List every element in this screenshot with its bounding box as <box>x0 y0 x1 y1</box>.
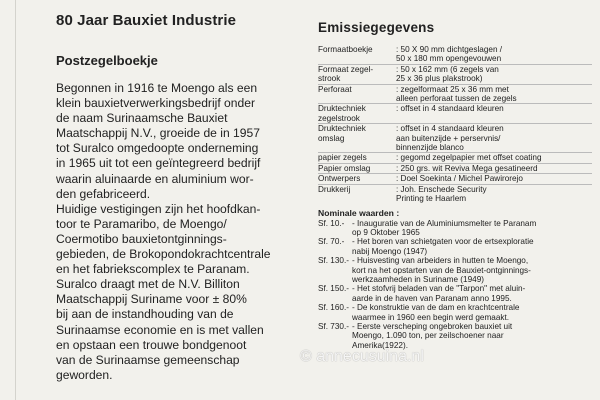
nominale-text: nabij Moengo (1947) <box>352 246 428 256</box>
spec-label: Formaat zegel- <box>318 64 396 74</box>
spec-row <box>318 104 592 114</box>
nominale-text: - Het boren van schietgaten voor de ertsexploratie <box>352 237 534 247</box>
spec-row <box>318 174 592 184</box>
specs-table <box>318 45 592 204</box>
spec-value: binnenzijde blanco <box>396 143 464 153</box>
spec-row <box>318 134 592 143</box>
body-line: Begonnen in 1916 te Moengo als een <box>56 81 258 95</box>
nominale-denom-blank <box>318 294 352 303</box>
nominale-text: - Inauguratie van de Aluminiumsmelter te Paranam <box>352 218 537 228</box>
spec-label: strook <box>318 74 341 84</box>
spec-label: Perforaat <box>318 84 396 94</box>
nominale-row <box>318 219 592 228</box>
body-text <box>56 81 318 383</box>
nominale-text: - Huisvesting van arbeiders in hutten te Moengo, <box>352 256 529 266</box>
nominale-text: - Eerste verscheping ongebroken bauxiet uit <box>352 321 513 331</box>
spec-row <box>318 194 592 203</box>
spec-value: : gegomd zegelpapier met offset coating <box>396 153 592 163</box>
nominale-denom-blank <box>318 331 352 340</box>
nominale-text: Moengo, 1.090 ton, per zeilschoener naar <box>352 331 504 341</box>
nominale-row <box>318 322 592 331</box>
nominale-text: waarmee in 1960 een begin werd gemaakt. <box>352 312 510 322</box>
body-line: Surinaamse economie en is met vallen <box>56 322 264 337</box>
body-line: bij aan de instandhouding van de <box>56 307 234 322</box>
spec-value: 50 x 180 mm opengevouwen <box>396 54 502 64</box>
spec-label: papier zegels <box>318 153 396 163</box>
spec-value: : Joh. Enschede Security <box>396 184 592 194</box>
nominale-text: kort na het opstarten van de Bauxiet-ontginnings- <box>352 265 531 275</box>
spec-row <box>318 45 592 54</box>
spec-row <box>318 64 592 74</box>
right-column <box>318 20 600 350</box>
nominale-denom: Sf. 130.- <box>318 256 349 266</box>
page-title: 80 Jaar Bauxiet Industrie <box>56 12 237 29</box>
left-column <box>56 12 316 383</box>
spec-value: : offset in 4 standaard kleuren <box>396 124 592 134</box>
spec-row <box>318 184 592 194</box>
spec-row <box>318 84 592 94</box>
spec-value: alleen perforaat tussen de zegels <box>396 94 517 104</box>
section-subtitle: Postzegelboekje <box>56 53 158 68</box>
spec-row <box>318 54 592 64</box>
spec-label: omslag <box>318 133 345 143</box>
nominale-table <box>318 219 592 351</box>
emissie-title: Emissiegegevens <box>318 20 435 35</box>
nominale-row <box>318 303 592 312</box>
spec-label: zegelstrook <box>318 113 360 123</box>
watermark: © annecusuina.nl <box>300 348 424 365</box>
nominale-denom: Sf. 10.- <box>318 218 345 228</box>
spec-label: Ontwerpers <box>318 174 396 184</box>
body-line: Suralco draagt met de N.V. Billiton <box>56 277 240 292</box>
nominale-denom: Sf. 150.- <box>318 284 349 294</box>
spec-row <box>318 94 592 104</box>
nominale-text: aarde in de haven van Paranam anno 1995. <box>352 293 512 303</box>
nominale-text: werkzaamheden in Suriname (1949) <box>352 274 484 284</box>
page-edge-line <box>15 0 16 400</box>
nominale-row <box>318 237 592 246</box>
body-line: in 1965 uit tot een geïntegreerd bedrijf <box>56 156 261 171</box>
nominale-row <box>318 331 592 340</box>
spec-label: Druktechniek <box>318 104 396 114</box>
body-line: en het fabriekscomplex te Paranam. <box>56 262 250 277</box>
spec-row <box>318 124 592 134</box>
spec-row <box>318 163 592 173</box>
nominale-row <box>318 294 592 303</box>
body-line: den gefabriceerd. <box>56 186 151 201</box>
spec-row <box>318 143 592 153</box>
nominale-text: Amerika(1922). <box>352 340 408 350</box>
nominale-row <box>318 313 592 322</box>
body-line: tot Suralco omgedoopte onderneming <box>56 141 259 156</box>
spec-value: 25 x 36 plus plakstrook) <box>396 74 483 84</box>
body-line: Coermotibo bauxietontginnings- <box>56 231 227 246</box>
nominale-denom-blank <box>318 228 352 237</box>
spec-value: Printing te Haarlem <box>396 194 467 204</box>
nominale-denom-blank <box>318 275 352 284</box>
nominale-row <box>318 275 592 284</box>
spec-value: aan buitenzijde + perservnis/ <box>396 133 501 143</box>
spec-row <box>318 74 592 84</box>
nominale-row <box>318 228 592 237</box>
nominale-denom-blank <box>318 313 352 322</box>
body-line: en opstaan een trouwe bondgenoot <box>56 337 247 352</box>
spec-label <box>318 54 396 64</box>
spec-row <box>318 114 592 124</box>
nominale-text: - De konstruktie van de dam en krachtcentrale <box>352 303 520 313</box>
body-line: gebieden, de Brokopondokrachtcentrale <box>56 247 271 262</box>
spec-value: : Doel Soekinta / Michel Pawirorejo <box>396 174 592 184</box>
spec-value: : 250 grs. wit Reviva Mega gesatineerd <box>396 163 592 173</box>
spec-value: : 50 X 90 mm dichtgeslagen / <box>396 45 503 54</box>
spec-label: Drukkerij <box>318 184 396 194</box>
body-line: klein bauxietverwerkingsbedrijf onder <box>56 96 255 111</box>
nominale-text: - Het stofvrij beladen van de "Tarpon" met aluin- <box>352 284 526 294</box>
spec-value: : 50 x 162 mm (6 zegels van <box>396 64 592 74</box>
nominale-title: Nominale waarden : <box>318 207 400 218</box>
body-line: Maatschappij Suriname voor ± 80% <box>56 292 247 307</box>
spec-label: Formaatboekje <box>318 45 373 54</box>
nominale-row <box>318 247 592 256</box>
nominale-text: op 9 Oktober 1965 <box>352 227 420 237</box>
body-line: toor te Paramaribo, de Moengo/ <box>56 216 227 231</box>
spec-value: : zegelformaat 25 x 36 mm met <box>396 84 592 94</box>
spec-label: Papier omslag <box>318 163 396 173</box>
nominale-denom: Sf. 160.- <box>318 303 349 313</box>
body-line: van de Surinaamse gemeenschap <box>56 352 240 367</box>
body-line: de naam Surinaamsche Bauxiet <box>56 111 228 126</box>
nominale-row <box>318 284 592 293</box>
spec-value: : offset in 4 standaard kleuren <box>396 104 592 114</box>
spec-label <box>318 194 396 203</box>
spec-row <box>318 153 592 163</box>
nominale-denom: Sf. 70.- <box>318 237 345 247</box>
spec-label <box>318 143 396 153</box>
nominale-denom-blank <box>318 247 352 256</box>
spec-value <box>396 114 592 124</box>
nominale-denom-blank <box>318 266 352 275</box>
nominale-row <box>318 256 592 265</box>
body-line: geworden. <box>56 367 113 382</box>
spec-label: Druktechniek <box>318 124 396 134</box>
body-line: waarin aluinaarde en aluminium wor- <box>56 171 254 186</box>
body-line: Maatschappij N.V., groeide de in 1957 <box>56 126 260 141</box>
body-line: Huidige vestigingen zijn het hoofdkan- <box>56 201 261 216</box>
nominale-row <box>318 266 592 275</box>
nominale-denom: Sf. 730.- <box>318 321 349 331</box>
spec-label <box>318 94 396 104</box>
